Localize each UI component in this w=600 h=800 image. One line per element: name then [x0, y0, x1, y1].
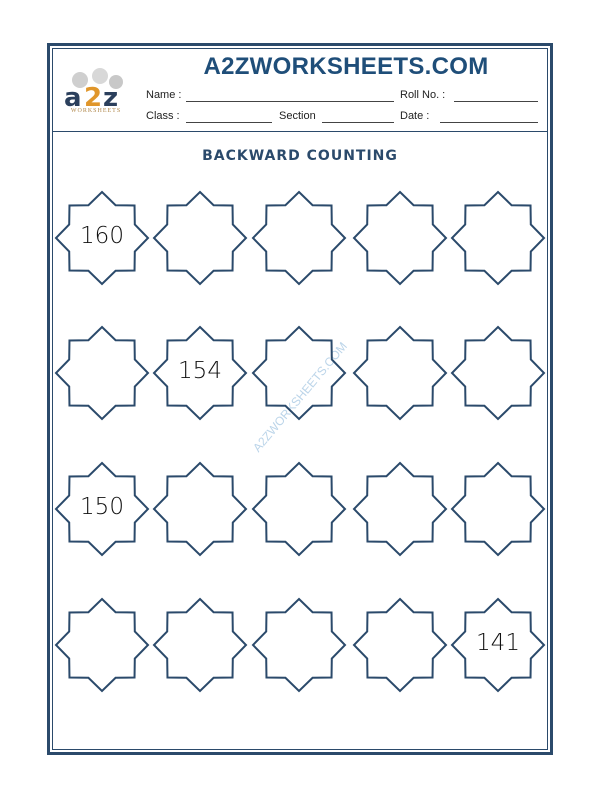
watermark: A2ZWORKSHEETS.COM: [250, 339, 350, 455]
star-box-icon: [54, 325, 150, 421]
star-number: 150: [80, 494, 124, 520]
worksheet-title: BACKWARD COUNTING: [202, 148, 398, 164]
star-box-icon: [152, 597, 248, 693]
date-label: Date :: [400, 110, 430, 122]
star-box-icon: [152, 190, 248, 286]
star-box-icon: [352, 461, 448, 557]
star-box-icon: [251, 461, 347, 557]
logo-subtext: WORKSHEETS: [70, 108, 122, 114]
star-box-icon: [450, 461, 546, 557]
star-box-icon: [352, 190, 448, 286]
star-number: 141: [476, 630, 520, 656]
star-box-icon: [450, 190, 546, 286]
site-title: A2ZWORKSHEETS.COM: [203, 53, 489, 80]
star-box-icon: [352, 597, 448, 693]
star-box-icon: [352, 325, 448, 421]
star-number: 154: [178, 358, 222, 384]
svg-text:2: 2: [84, 83, 103, 113]
star-box-icon: [251, 597, 347, 693]
svg-text:z: z: [103, 83, 119, 113]
class-label: Class :: [146, 110, 180, 122]
roll-no-label: Roll No. :: [400, 89, 446, 101]
star-box-icon: [54, 597, 150, 693]
svg-text:a: a: [64, 83, 82, 113]
star-box-icon: [450, 325, 546, 421]
section-label: Section: [279, 110, 316, 122]
star-box-icon: [251, 190, 347, 286]
name-label: Name :: [146, 89, 182, 101]
star-box-icon: [152, 461, 248, 557]
star-number: 160: [80, 223, 124, 249]
star-box-icon: [251, 325, 347, 421]
